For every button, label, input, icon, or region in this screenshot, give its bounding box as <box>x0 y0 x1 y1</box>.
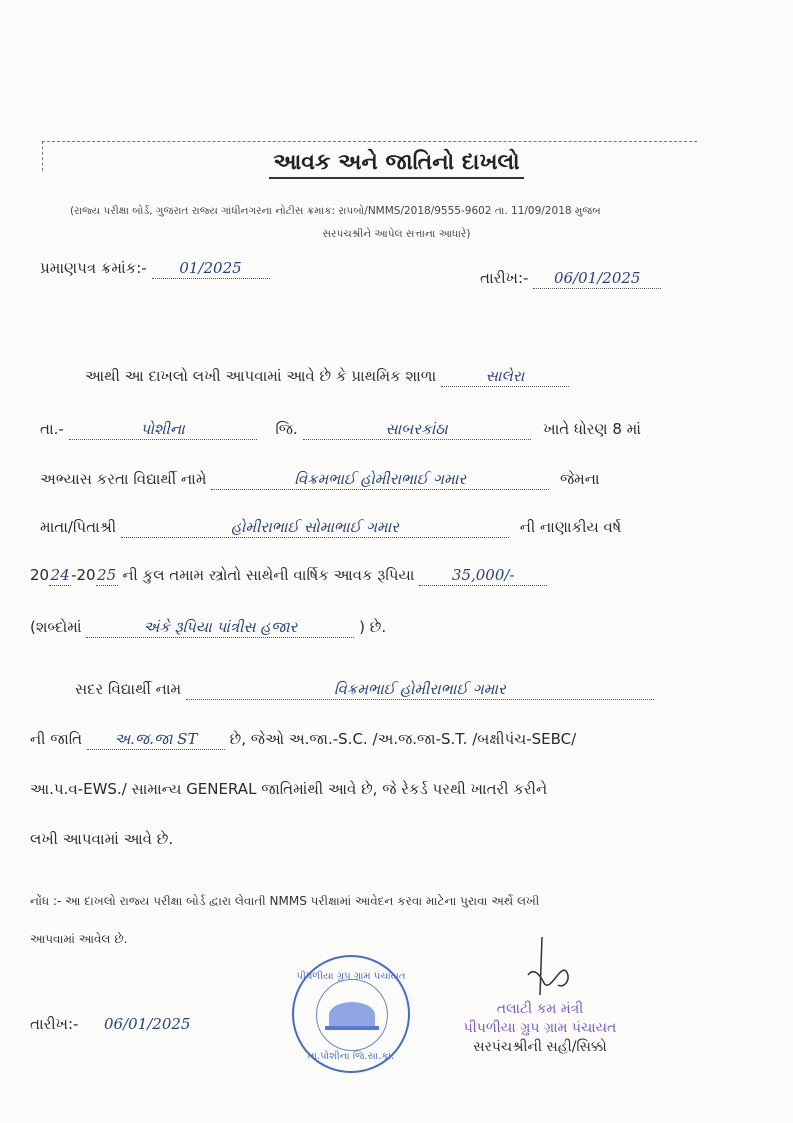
subtitle-line-2: સરપંચશ્રીને આપેલ સત્તાના આધારે) <box>322 228 471 240</box>
date-label: તારીખ:- <box>480 269 529 287</box>
bottom-date-label: તારીખ:- <box>30 1015 79 1033</box>
stamp-line-2: પીપળીયા ગ્રુપ ગ્રામ પંચાયત <box>463 1020 617 1036</box>
intro-text: આથી આ દાખલો લખી આપવામાં આવે છે કે પ્રાથમિક શાળા <box>85 367 437 385</box>
district-label: જિ. <box>275 420 298 438</box>
signature <box>520 935 580 1005</box>
date-row <box>480 269 661 289</box>
bottom-date-row <box>30 1015 211 1034</box>
caste-row <box>30 730 576 750</box>
school-name: સાલેરા <box>441 367 569 387</box>
words-suffix: ) છે. <box>359 618 387 636</box>
income-text: ની કુલ તમામ સ્ત્રોતો સાથેની વાર્ષિક આવક રૂપિયા <box>122 566 415 584</box>
said-student-name: વિક્રમભાઈ હોમીરાભાઈ ગમાર <box>186 680 654 700</box>
caste-value: અ.જ.જા ST <box>87 730 225 750</box>
panchayat-seal <box>292 955 410 1073</box>
year-prefix: 20 <box>30 566 50 584</box>
signatory-stamp <box>440 1000 640 1057</box>
income-year-text: ની નાણાકીય વર્ષ <box>519 518 622 536</box>
taluka-value: પોશીના <box>69 420 257 440</box>
parent-name: હોમીરાભાઈ સોમાભાઈ ગમાર <box>121 518 509 538</box>
caste-options-1: છે, જેઓ અ.જા.-S.C. /અ.જ.જા-S.T. /બક્ષીપંચ-SEBC/ <box>229 730 577 748</box>
certificate-number-row <box>40 259 270 279</box>
taluka-label: તા.- <box>40 420 64 438</box>
seal-top-text: પીપળીયા ગ્રુપ ગ્રામ પંચાયત <box>296 971 406 982</box>
dashed-border-top <box>42 141 697 142</box>
stamp-line-3: સરપંચશ્રીની સહી/સિક્કો <box>473 1039 607 1055</box>
whose-text: જેમના <box>559 470 600 488</box>
income-words: અંકે રૂપિયા પાંત્રીસ હજાર <box>86 618 354 638</box>
year-to: 25 <box>97 566 117 584</box>
date-value: 06/01/2025 <box>533 269 661 289</box>
closing-text: લખી આપવામાં આવે છે. <box>30 830 174 848</box>
stamp-line-1: તલાટી કમ મંત્રી <box>496 1001 584 1017</box>
student-row <box>40 470 600 490</box>
year-from: 24 <box>50 566 70 584</box>
note-line-1: નોંધ :- આ દાખલો રાજ્ય પરીક્ષા બોર્ડ દ્વારા લેવાતી NMMS પરીક્ષામાં આવેદન કરવા માટેના પુરાવા અર્થે લખી <box>30 894 540 908</box>
said-student-label: સદર વિદ્યાર્થી નામ <box>75 680 182 698</box>
district-value: સાબરકાંઠા <box>303 420 531 440</box>
seal-bottom-text: તા.પોશીના જિ.સા.કાં. <box>307 1051 395 1062</box>
said-student-row <box>75 680 654 700</box>
income-row <box>30 566 547 586</box>
standard-text: ખાતે ધોરણ 8 માં <box>543 420 641 438</box>
location-row <box>40 420 641 440</box>
document-title: આવક અને જાતિનો દાખલો <box>0 150 793 175</box>
bottom-date-value: 06/01/2025 <box>104 1015 191 1033</box>
words-label: (શબ્દોમાં <box>30 618 82 636</box>
intro-row <box>85 367 569 387</box>
income-amount: 35,000/- <box>419 566 547 586</box>
note-line-2: આપવામાં આવેલ છે. <box>30 932 128 946</box>
parent-row <box>40 518 621 538</box>
caste-label: ની જાતિ <box>30 730 83 748</box>
subtitle-line-1: (રાજ્ય પરીક્ષા બોર્ડ, ગુજરાત રાજ્ય ગાંધીનગરના નોટીસ ક્રમાંક: રાપબો/NMMS/2018/9555-9602 તા. 11/09/2018 મુજબ <box>70 205 601 217</box>
income-words-row <box>30 618 386 638</box>
student-label: અભ્યાસ કરતા વિદ્યાર્થી નામે <box>40 470 207 488</box>
parent-label: માતા/પિતાશ્રી <box>40 518 117 536</box>
certificate-number-label: પ્રમાણપત્ર ક્રમાંક:- <box>40 259 147 277</box>
seal-emblem <box>316 979 388 1051</box>
year-separator: -20 <box>71 566 96 584</box>
caste-options-row: આ.પ.વ-EWS./ સામાન્ય GENERAL જાતિમાંથી આવે છે, જે રેકર્ડ પરથી ખાતરી કરીને <box>30 780 548 798</box>
student-name: વિક્રમભાઈ હોમીરાભાઈ ગમાર <box>211 470 549 490</box>
certificate-number-value: 01/2025 <box>152 259 270 279</box>
